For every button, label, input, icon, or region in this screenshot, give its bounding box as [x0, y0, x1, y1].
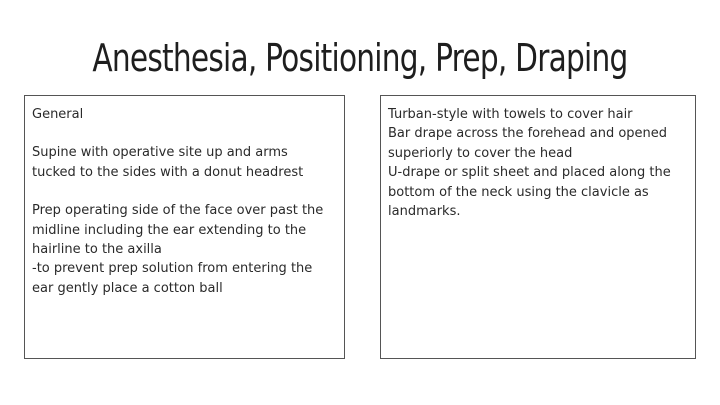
prep-paragraph	[32, 201, 337, 298]
text-line: Prep operating side of the face over past the	[32, 203, 324, 219]
text-line: superiorly to cover the head	[388, 145, 573, 161]
text-line: hairline to the axilla	[32, 242, 162, 258]
positioning-paragraph	[32, 143, 337, 182]
text-line: General	[32, 107, 84, 122]
slide-title: Anesthesia, Positioning, Prep, Draping	[92, 36, 628, 80]
text-line: ear gently place a cotton ball	[32, 280, 223, 296]
draping-paragraph	[388, 105, 688, 221]
text-line: -to prevent prep solution from entering the	[32, 261, 313, 277]
right-text-box	[380, 95, 696, 359]
text-line: tucked to the sides with a donut headrest	[32, 164, 304, 180]
text-line: U-drape or split sheet and placed along the	[388, 165, 671, 181]
left-text-box	[24, 95, 345, 359]
text-line: Turban-style with towels to cover hair	[388, 107, 633, 122]
general-heading	[32, 105, 337, 124]
text-line: midline including the ear extending to the	[32, 222, 307, 238]
text-line: Bar drape across the forehead and opened	[388, 126, 668, 142]
text-line: bottom of the neck using the clavicle as	[388, 184, 649, 200]
text-line: Supine with operative site up and arms	[32, 145, 288, 161]
text-line: landmarks.	[388, 204, 461, 220]
